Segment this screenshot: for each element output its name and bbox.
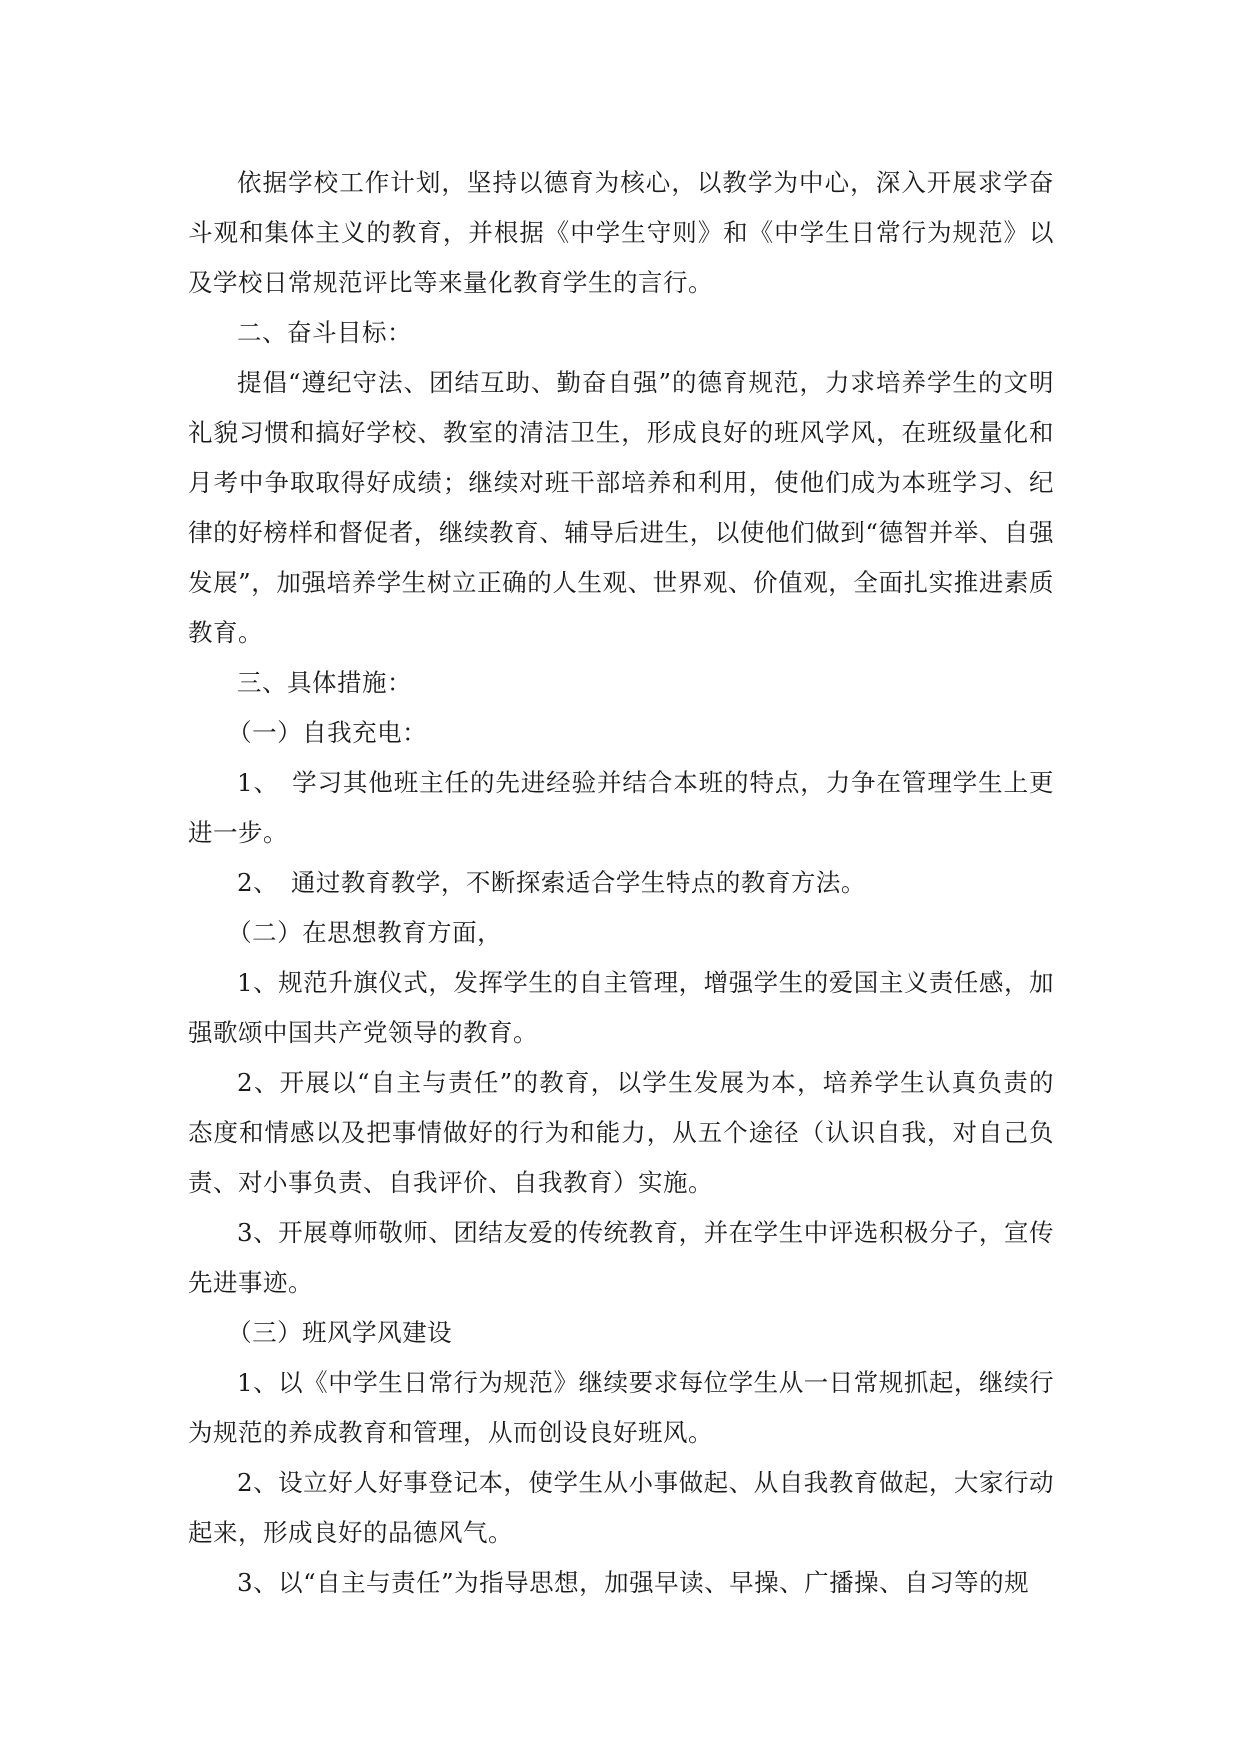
goals-paragraph: 提倡“遵纪守法、团结互助、勤奋自强”的德育规范，力求培养学生的文明礼貌习惯和搞好学校、教室的清洁卫生，形成良好的班风学风，在班级量化和月考中争取取得好成绩；继续对班干部培养和利用，使他们成为本班学习、纪律的好榜样和督促者，继续教育、辅导后进生，以使他们做到“德智并举、自强发展”，加强培养学生树立正确的人生观、世界观、价值观，全面扎实推进素质教育。 [188, 368, 1054, 647]
list-item: 3、以“自主与责任”为指导思想，加强早读、早操、广播操、自习等的规 [237, 1568, 1030, 1597]
list-item: 3、开展尊师敬师、团结友爱的传统教育，并在学生中评选积极分子，宣传先进事迹。 [188, 1218, 1054, 1297]
subsection-heading-self-improvement: （一）自我充电： [227, 718, 428, 747]
list-item: 1、 学习其他班主任的先进经验并结合本班的特点，力争在管理学生上更进一步。 [188, 768, 1054, 847]
section-heading-measures: 三、具体措施： [237, 668, 412, 697]
list-item: 2、开展以“自主与责任”的教育，以学生发展为本，培养学生认真负责的态度和情感以及把事情做好的行为和能力，从五个途径（认识自我，对自己负责、对小事负责、自我评价、自我教育）实施。 [188, 1068, 1054, 1197]
subsection-heading-class-culture: （三）班风学风建设 [227, 1318, 453, 1347]
subsection-heading-ideology: （二）在思想教育方面， [227, 918, 503, 947]
section-heading-goals: 二、奋斗目标： [237, 318, 412, 347]
document-body [188, 158, 1054, 1608]
intro-paragraph: 依据学校工作计划，坚持以德育为核心，以教学为中心，深入开展求学奋斗观和集体主义的教育，并根据《中学生守则》和《中学生日常行为规范》以及学校日常规范评比等来量化教育学生的言行。 [188, 168, 1054, 297]
list-item: 2、 通过教育教学，不断探索适合学生特点的教育方法。 [237, 868, 866, 897]
list-item: 2、设立好人好事登记本，使学生从小事做起、从自我教育做起，大家行动起来，形成良好的品德风气。 [188, 1468, 1054, 1547]
list-item: 1、以《中学生日常行为规范》继续要求每位学生从一日常规抓起，继续行为规范的养成教育和管理，从而创设良好班风。 [188, 1368, 1054, 1447]
list-item: 1、规范升旗仪式，发挥学生的自主管理，增强学生的爱国主义责任感，加强歌颂中国共产党领导的教育。 [188, 968, 1054, 1047]
